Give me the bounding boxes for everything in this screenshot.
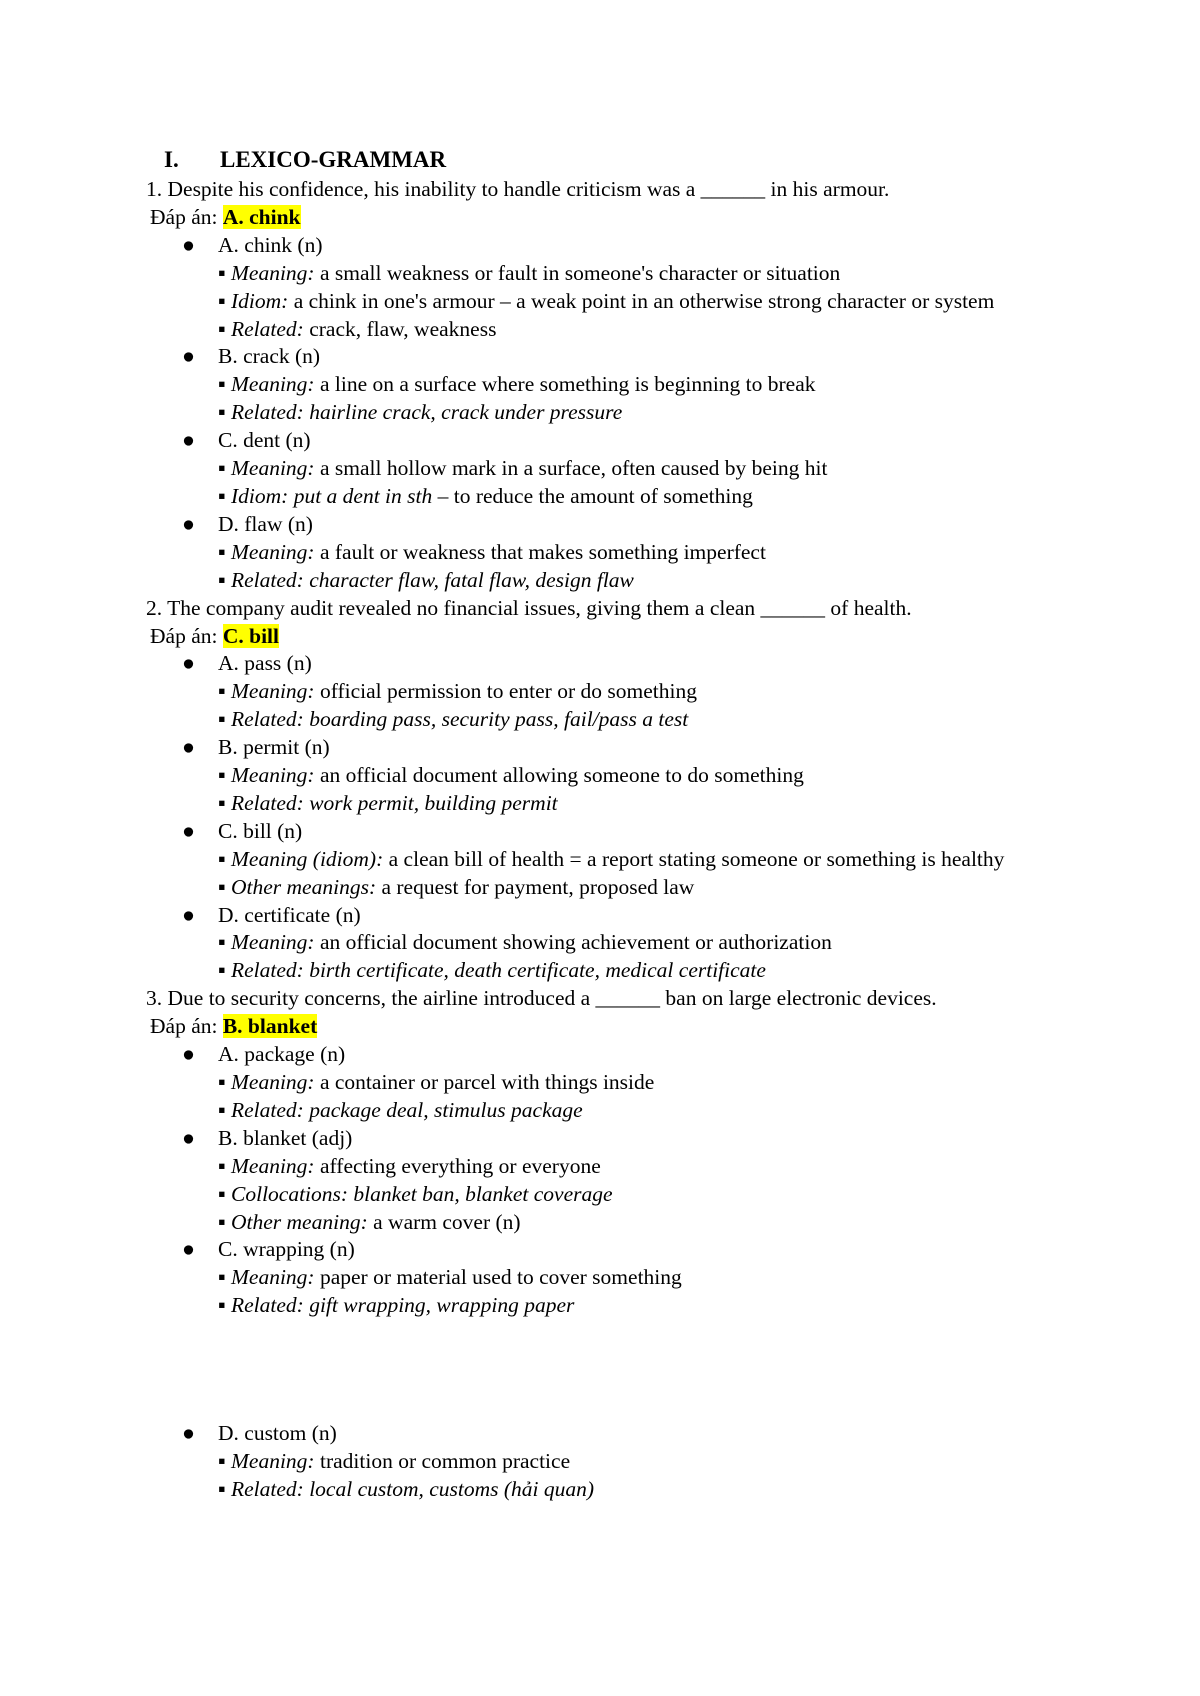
option-item [146, 343, 1066, 371]
sub-bullet-icon: ▪ [218, 1265, 226, 1290]
question-block [146, 595, 1066, 986]
option-detail [146, 1097, 1066, 1125]
detail-label: Meaning: [231, 539, 315, 564]
bullet-icon: ● [182, 818, 195, 843]
detail-label: Meaning: [231, 1070, 315, 1094]
sub-bullet-icon: ▪ [218, 1153, 226, 1178]
detail-label: Related: character flaw, fatal flaw, design flaw [231, 567, 634, 592]
question-stem: 1. Despite his confidence, his inability to handle criticism was a ______ in his armour. [146, 177, 890, 201]
option-item [146, 818, 1066, 846]
sub-bullet-icon: ▪ [218, 1097, 226, 1122]
option-item [146, 1420, 1066, 1448]
option-head: B. crack (n) [218, 344, 321, 369]
sub-bullet-icon: ▪ [218, 846, 226, 871]
section-heading [164, 143, 1066, 176]
detail-label: Idiom: put a dent in sth [231, 483, 433, 508]
detail-text: a warm cover (n) [367, 1209, 521, 1234]
bullet-icon: ● [182, 902, 195, 927]
section-title: LEXICO-GRAMMAR [220, 147, 447, 172]
detail-label: Related: work permit, building permit [231, 790, 558, 815]
detail-text: official permission to enter or do something [314, 679, 697, 704]
bullet-icon: ● [182, 511, 195, 536]
question-stem: 3. Due to security concerns, the airline introduced a ______ ban on large electronic devices. [146, 986, 937, 1011]
detail-text: a clean bill of health = a report stating someone or something is healthy [383, 846, 1005, 871]
detail-text: – to reduce the amount of something [432, 483, 753, 508]
sub-bullet-icon: ▪ [218, 930, 226, 955]
sub-bullet-icon: ▪ [218, 372, 226, 397]
bullet-icon: ● [182, 428, 195, 453]
sub-bullet-icon: ▪ [218, 288, 226, 313]
option-item [146, 1236, 1066, 1264]
option-detail [146, 399, 1066, 427]
answer-highlight: B. blanket [222, 1014, 318, 1039]
option-head: C. wrapping (n) [218, 1237, 355, 1262]
answer-line [146, 623, 1066, 651]
option-detail [146, 706, 1066, 734]
option-detail [146, 762, 1066, 790]
detail-label: Meaning: [231, 456, 315, 481]
detail-label: Meaning: [231, 930, 315, 955]
option-head: C. dent (n) [218, 428, 311, 453]
bullet-icon: ● [182, 1125, 195, 1150]
sub-bullet-icon: ▪ [218, 1449, 226, 1474]
question-block [146, 176, 1066, 595]
detail-text: a fault or weakness that makes something imperfect [314, 539, 766, 564]
detail-text: affecting everything or everyone [314, 1153, 601, 1178]
option-item [146, 427, 1066, 455]
detail-text: crack, flaw, weakness [303, 316, 497, 341]
detail-label: Related: gift wrapping, wrapping paper [231, 1293, 575, 1318]
option-detail [146, 1292, 1066, 1320]
sub-bullet-icon: ▪ [218, 763, 226, 788]
option-head: A. chink (n) [218, 232, 323, 257]
answer-prefix: Đáp án: [150, 1014, 218, 1039]
detail-label: Meaning: [231, 372, 315, 397]
detail-label: Meaning: [231, 1449, 315, 1474]
option-item [146, 1125, 1066, 1153]
option-detail [146, 455, 1066, 483]
detail-text: a small weakness or fault in someone's character or situation [314, 260, 841, 285]
sub-bullet-icon: ▪ [218, 874, 226, 899]
bullet-icon: ● [182, 1237, 195, 1262]
option-detail [146, 567, 1066, 595]
detail-label: Meaning: [231, 679, 315, 704]
detail-label: Other meaning: [231, 1209, 368, 1234]
option-detail [146, 1264, 1066, 1292]
option-detail [146, 929, 1066, 957]
detail-text: a small hollow mark in a surface, often caused by being hit [314, 456, 828, 481]
option-detail [146, 1476, 1066, 1504]
detail-label: Related: hairline crack, crack under pressure [231, 400, 623, 425]
detail-label: Related: boarding pass, security pass, fail/pass a test [231, 707, 689, 732]
detail-label: Other meanings: [231, 874, 377, 899]
sub-bullet-icon: ▪ [218, 1293, 226, 1318]
option-item [146, 650, 1066, 678]
option-detail [146, 957, 1066, 985]
option-detail [146, 1448, 1066, 1476]
option-detail [146, 1153, 1066, 1181]
sub-bullet-icon: ▪ [218, 567, 226, 592]
detail-label: Related: [231, 316, 304, 341]
option-item [146, 1041, 1066, 1069]
detail-text: an official document allowing someone to do something [314, 763, 804, 788]
option-head: A. pass (n) [218, 651, 312, 676]
option-detail [146, 678, 1066, 706]
option-detail [146, 539, 1066, 567]
sub-bullet-icon: ▪ [218, 483, 226, 508]
sub-bullet-icon: ▪ [218, 456, 226, 481]
detail-text: a container or parcel with things inside [314, 1070, 655, 1094]
bullet-icon: ● [182, 344, 195, 369]
option-head: A. package (n) [218, 1042, 346, 1067]
bullet-icon: ● [182, 1421, 195, 1446]
sub-bullet-icon: ▪ [218, 1476, 226, 1501]
bullet-icon: ● [182, 232, 195, 257]
question-stem: 2. The company audit revealed no financial issues, giving them a clean ______ of health. [146, 595, 912, 620]
sub-bullet-icon: ▪ [218, 539, 226, 564]
answer-line [146, 204, 1066, 232]
sub-bullet-icon: ▪ [218, 1070, 226, 1094]
detail-label: Meaning: [231, 260, 315, 285]
option-head: D. certificate (n) [218, 902, 361, 927]
option-item [146, 232, 1066, 260]
sub-bullet-icon: ▪ [218, 790, 226, 815]
section-number: I. [164, 147, 179, 172]
bullet-icon: ● [182, 651, 195, 676]
detail-label: Meaning: [231, 1265, 315, 1290]
option-item [146, 511, 1066, 539]
answer-highlight: A. chink [222, 204, 301, 229]
option-head: D. flaw (n) [218, 511, 313, 536]
question-list [146, 176, 1066, 1504]
detail-text: an official document showing achievement or authorization [314, 930, 832, 955]
option-detail [146, 1209, 1066, 1237]
detail-label: Meaning: [231, 763, 315, 788]
sub-bullet-icon: ▪ [218, 958, 226, 983]
option-detail [146, 316, 1066, 344]
blank-space [146, 1320, 1066, 1420]
detail-label: Meaning (idiom): [231, 846, 384, 871]
document-content [146, 143, 1066, 1504]
sub-bullet-icon: ▪ [218, 400, 226, 425]
option-detail [146, 790, 1066, 818]
bullet-icon: ● [182, 1042, 195, 1067]
answer-line [146, 1013, 1066, 1041]
detail-text: paper or material used to cover something [314, 1265, 682, 1290]
option-head: D. custom (n) [218, 1421, 337, 1446]
sub-bullet-icon: ▪ [218, 679, 226, 704]
option-detail [146, 371, 1066, 399]
detail-label: Meaning: [231, 1153, 315, 1178]
option-detail [146, 846, 1066, 874]
option-detail [146, 1069, 1066, 1097]
detail-text: a request for payment, proposed law [376, 874, 695, 899]
option-item [146, 902, 1066, 930]
detail-text: tradition or common practice [314, 1449, 571, 1474]
option-detail [146, 260, 1066, 288]
option-detail [146, 483, 1066, 511]
bullet-icon: ● [182, 735, 195, 760]
detail-label: Collocations: blanket ban, blanket coverage [231, 1181, 613, 1206]
detail-label: Related: package deal, stimulus package [231, 1097, 583, 1122]
detail-label: Related: birth certificate, death certificate, medical certificate [231, 958, 766, 983]
sub-bullet-icon: ▪ [218, 1209, 226, 1234]
detail-label: Idiom: [231, 288, 289, 313]
sub-bullet-icon: ▪ [218, 707, 226, 732]
option-item [146, 734, 1066, 762]
sub-bullet-icon: ▪ [218, 316, 226, 341]
question-block [146, 985, 1066, 1504]
option-detail [146, 288, 1066, 316]
sub-bullet-icon: ▪ [218, 1181, 226, 1206]
answer-prefix: Đáp án: [150, 623, 218, 648]
detail-text: a chink in one's armour – a weak point in an otherwise strong character or system [288, 288, 995, 313]
answer-highlight: C. bill [222, 623, 279, 648]
answer-prefix: Đáp án: [150, 204, 218, 229]
option-detail [146, 1181, 1066, 1209]
option-head: C. bill (n) [218, 818, 303, 843]
option-head: B. blanket (adj) [218, 1125, 353, 1150]
detail-label: Related: local custom, customs (hải quan) [231, 1476, 595, 1501]
option-head: B. permit (n) [218, 735, 330, 760]
sub-bullet-icon: ▪ [218, 260, 226, 285]
detail-text: a line on a surface where something is beginning to break [314, 372, 816, 397]
option-detail [146, 874, 1066, 902]
